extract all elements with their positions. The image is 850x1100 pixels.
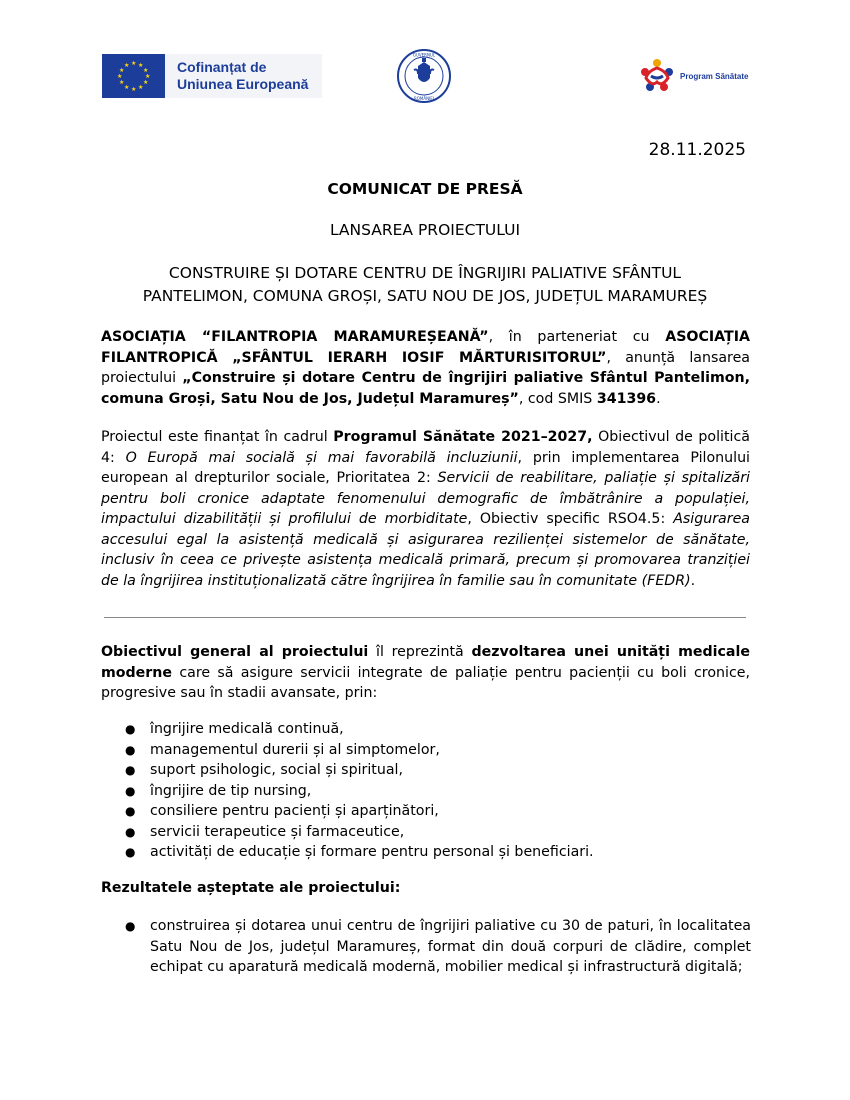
organization-1: ASOCIAȚIA “FILANTROPIA MARAMUREȘEANĂ” [101,329,489,345]
funding-text: Obiectivul de politică 4: [101,429,750,466]
list-item-text: îngrijire de tip nursing, [150,782,312,799]
press-release-date: 28.11.2025 [648,140,746,160]
eu-logo-line1: Cofinanțat de [177,59,267,75]
document-subtitle: LANSAREA PROIECTULUI [329,221,521,239]
list-item [101,719,751,740]
objective-text: îl reprezintă [368,644,472,660]
intro-text: , cod SMIS [518,390,597,407]
funding-text: , prin implementarea Pilonului european al drepturilor sociale, Prioritatea 2: [101,449,750,486]
bullet-icon: ● [125,742,136,757]
list-item [101,822,751,843]
program-sanatate-logo [638,54,758,98]
objective-text: care să asigure servicii integrate de paliație pentru pacienții cu boli cronice, progresive sau în stadii avansate, prin: [101,664,750,701]
bullet-icon: ● [125,763,136,777]
list-item-text: îngrijire medicală continuă, [150,721,344,737]
svg-text:ROMÂNIEI: ROMÂNIEI [414,96,434,101]
specific-objective-rso: Asigurarea accesului egal la asistență medicală și asigurarea rezilienței sistemelor de sănătate, inclusiv în ceea ce privește asistența medicală primară, precum și promovarea tranziției de la îngrijirea instituționalizată către îngrijirea în familie sau în comunitate (FEDR) [101,511,751,589]
results-heading: Rezultatele așteptate ale proiectului: [101,880,401,896]
list-item [101,781,751,802]
project-title [0,262,850,308]
romanian-government-seal-icon [396,48,452,104]
policy-objective-4: O Europă mai socială și mai favorabilă incluziunii [125,449,518,466]
funding-text: Proiectul este finanțat în cadrul [101,429,334,445]
list-item [101,760,751,781]
eu-flag-icon: ★ ★ ★ ★ ★ ★ ★ ★ ★ ★ ★ ★ [102,54,165,98]
funding-paragraph [101,427,750,591]
svg-text:GUVERNUL: GUVERNUL [412,52,436,58]
objective-paragraph [101,642,750,704]
list-item-text: construirea și dotarea unui centru de îngrijiri paliative cu 30 de paturi, în localitatea Satu Nou de Jos, județul Maramureș, format din două corpuri de clădire, complet echipat cu aparatură medicală modernă, mobilier medical și infrastructură digitală; [150,918,751,975]
list-item-text: activități de educație și formare pentru personal și beneficiari. [150,844,594,860]
program-name: Programul Sănătate 2021–2027, [333,429,593,445]
bullet-icon: ● [125,919,136,933]
section-divider [104,617,746,618]
eu-logo-line2: Uniunea Europeană [177,76,309,92]
funding-text: , Obiectiv specific RSO4.5: [467,511,674,527]
program-logo-text: Program Sănătate [680,71,749,81]
services-list [101,719,751,863]
list-item [101,801,751,822]
bullet-icon: ● [125,804,136,818]
bullet-icon: ● [125,722,136,736]
priority-2: Servicii de reabilitare, paliație și spitalizări pentru boli cronice adaptate fenomenului demografic de îmbătrânire a populației, impactului dizabilității și profilului de morbiditate [101,470,751,527]
list-item [101,916,751,978]
project-name: „Construire și dotare Centru de îngrijiri paliative Sfântul Pantelimon, comuna Groși, Satu Nou de Jos, Județul Maramureș” [101,370,750,407]
list-item [101,842,751,863]
eu-logo-text [177,59,308,93]
header-logos [0,48,850,108]
bullet-icon: ● [125,824,136,839]
objective-lead: Obiectivul general al proiectului [101,644,369,660]
organization-2: ASOCIAȚIA FILANTROPICĂ „SFÂNTUL IERARH IOSIF MĂRTURISITORUL” [101,329,750,366]
list-item-text: servicii terapeutice și farmaceutice, [150,823,405,840]
list-item-text: managementul durerii și al simptomelor, [150,741,440,758]
intro-text: , în parteneriat cu [488,329,666,345]
results-list [101,916,751,978]
project-title-line1: CONSTRUIRE ȘI DOTARE CENTRU DE ÎNGRIJIRI PALIATIVE SFÂNTUL [168,264,682,282]
eu-cofinancing-logo [102,54,322,98]
smis-code: 341396 [596,390,657,407]
intro-text: , anunță lansarea proiectului [101,349,750,386]
document-title: COMUNICAT DE PRESĂ [327,180,523,198]
intro-paragraph [101,327,750,409]
intro-text: . [656,390,661,407]
bullet-icon: ● [125,845,136,859]
list-item-text: consiliere pentru pacienți și aparținători, [150,803,439,819]
program-sanatate-people-icon [638,57,676,95]
project-title-line2: PANTELIMON, COMUNA GROȘI, SATU NOU DE JOS, JUDEȚUL MARAMUREȘ [142,287,708,305]
list-item [101,740,751,761]
bullet-icon: ● [125,783,136,798]
objective-goal: dezvoltarea unei unități medicale moderne [101,644,750,681]
funding-text: . [690,572,696,589]
list-item-text: suport psihologic, social și spiritual, [150,762,403,778]
